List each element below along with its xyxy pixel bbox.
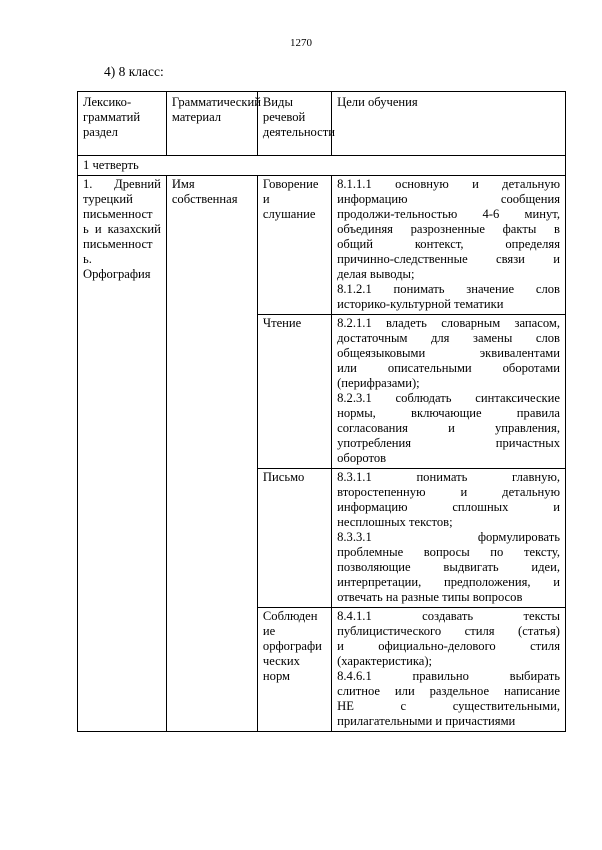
activity-name-line: орфографи: [262, 639, 322, 653]
section-heading: 4) 8 класс:: [104, 64, 164, 79]
objective-line: 8.2.3.1 соблюдать синтаксические: [337, 391, 560, 405]
activity-name-line: ческих: [262, 654, 300, 668]
objective-line: причинно-следственные связи и: [337, 252, 560, 266]
objective-item: [337, 177, 560, 282]
grammar-material-line: Имя: [171, 177, 195, 191]
quarter-label: 1 четверть: [83, 158, 139, 172]
objective-line: 8.4.1.1 создавать тексты: [337, 609, 560, 623]
header-grammar-material: [166, 92, 261, 156]
activity-name-line: и: [262, 192, 270, 206]
objective-line: 8.1.2.1 понимать значение слов: [337, 282, 560, 296]
table-header-row: [78, 92, 566, 156]
objective-line: второстепенную и детальную: [337, 485, 560, 499]
grammar-material-cell: [166, 176, 257, 732]
section-title-line: Орфография: [83, 267, 151, 281]
grammar-material-line: собственная: [171, 192, 238, 206]
header-learning-objectives: [332, 92, 566, 156]
objective-line: прилагательными и причастиями: [337, 714, 516, 728]
activity-name-cell: [257, 315, 331, 469]
objective-line: или описательными оборотами: [337, 361, 560, 375]
activity-name-line: Говорение: [262, 177, 319, 191]
objective-line: достаточным для замены слов: [337, 331, 560, 345]
header-grammar-material-text: Грамматический материал: [171, 95, 261, 124]
objective-line: 8.1.1.1 основную и детальную: [337, 177, 560, 191]
objective-line: слитное или раздельное написание: [337, 684, 560, 698]
objective-line: 8.4.6.1 правильно выбирать: [337, 669, 560, 683]
objective-line: продолжи-тельностью 4-6 минут,: [337, 207, 560, 221]
objective-line: публицистического стиля (статья): [337, 624, 560, 638]
objective-line: позволяющие выдвигать идеи,: [337, 560, 560, 574]
objective-line: согласования и управления,: [337, 421, 560, 435]
objective-line: 8.2.1.1 владеть словарным запасом,: [337, 316, 560, 330]
activity-name-cell: [257, 469, 331, 608]
objective-line: общий контекст, определяя: [337, 237, 560, 251]
section-title-line: турецкий: [83, 192, 133, 206]
objective-line: употребления причастных: [337, 436, 560, 450]
objectives-cell: [332, 608, 566, 732]
objective-item: [337, 669, 560, 729]
objective-line: НЕ с существительными,: [337, 699, 560, 713]
section-title-line: письменност: [83, 237, 153, 251]
objectives-cell: [332, 469, 566, 608]
objective-item: [337, 282, 560, 312]
section-title-cell: [78, 176, 167, 732]
quarter-row: [78, 156, 566, 176]
objective-line: и официально-делового стиля: [337, 639, 560, 653]
objective-line: делая выводы;: [337, 267, 415, 281]
header-speech-activity-text: Виды речевой деятельности: [262, 95, 336, 139]
header-lexico-grammar: [78, 92, 167, 156]
section-title-line: ь.: [83, 252, 92, 266]
objective-line: интерпретации, предположения, и: [337, 575, 560, 589]
header-lexico-grammar-text: Лексико-грамматий раздел: [83, 95, 141, 139]
objective-line: информацию сплошных и: [337, 500, 560, 514]
section-title-line: письменност: [83, 207, 153, 221]
objective-line: объединяя разрозненные факты в: [337, 222, 560, 236]
objective-line: нормы, включающие правила: [337, 406, 560, 420]
header-speech-activity: [257, 92, 336, 156]
activity-name-line: ие: [262, 624, 276, 638]
objective-item: [337, 609, 560, 669]
header-learning-objectives-text: Цели обучения: [337, 95, 418, 109]
objective-line: общеязыковыми эквивалентами: [337, 346, 560, 360]
objective-line: информацию сообщения: [337, 192, 560, 206]
objectives-cell: [332, 176, 566, 315]
objective-line: проблемные вопросы по тексту,: [337, 545, 560, 559]
objective-item: [337, 391, 560, 466]
section-title-line: 1. Древний: [83, 177, 161, 191]
activity-name-cell: [257, 176, 331, 315]
activity-row: [78, 176, 566, 315]
objective-line: оборотов: [337, 451, 387, 465]
objective-item: [337, 470, 560, 530]
curriculum-table: [77, 91, 566, 732]
section-title-line: ь и казахский: [83, 222, 161, 236]
quarter-cell: [78, 156, 566, 176]
activity-name-line: Письмо: [262, 470, 305, 484]
objective-line: 8.3.3.1 формулировать: [337, 530, 560, 544]
activity-name-line: Соблюден: [262, 609, 318, 623]
page-number: 1270: [290, 37, 312, 49]
objective-line: (перифразами);: [337, 376, 420, 390]
objective-line: несплошных текстов;: [337, 515, 453, 529]
objective-line: (характеристика);: [337, 654, 433, 668]
section-body: [78, 176, 566, 732]
activity-name-line: Чтение: [262, 316, 302, 330]
objective-line: отвечать на разные типы вопросов: [337, 590, 523, 604]
activity-name-cell: [257, 608, 331, 732]
activity-name-line: слушание: [262, 207, 316, 221]
objective-item: [337, 316, 560, 391]
activity-name-line: норм: [262, 669, 291, 683]
objective-line: 8.3.1.1 понимать главную,: [337, 470, 560, 484]
objective-item: [337, 530, 560, 605]
objective-line: историко-культурной тематики: [337, 297, 504, 311]
objectives-cell: [332, 315, 566, 469]
